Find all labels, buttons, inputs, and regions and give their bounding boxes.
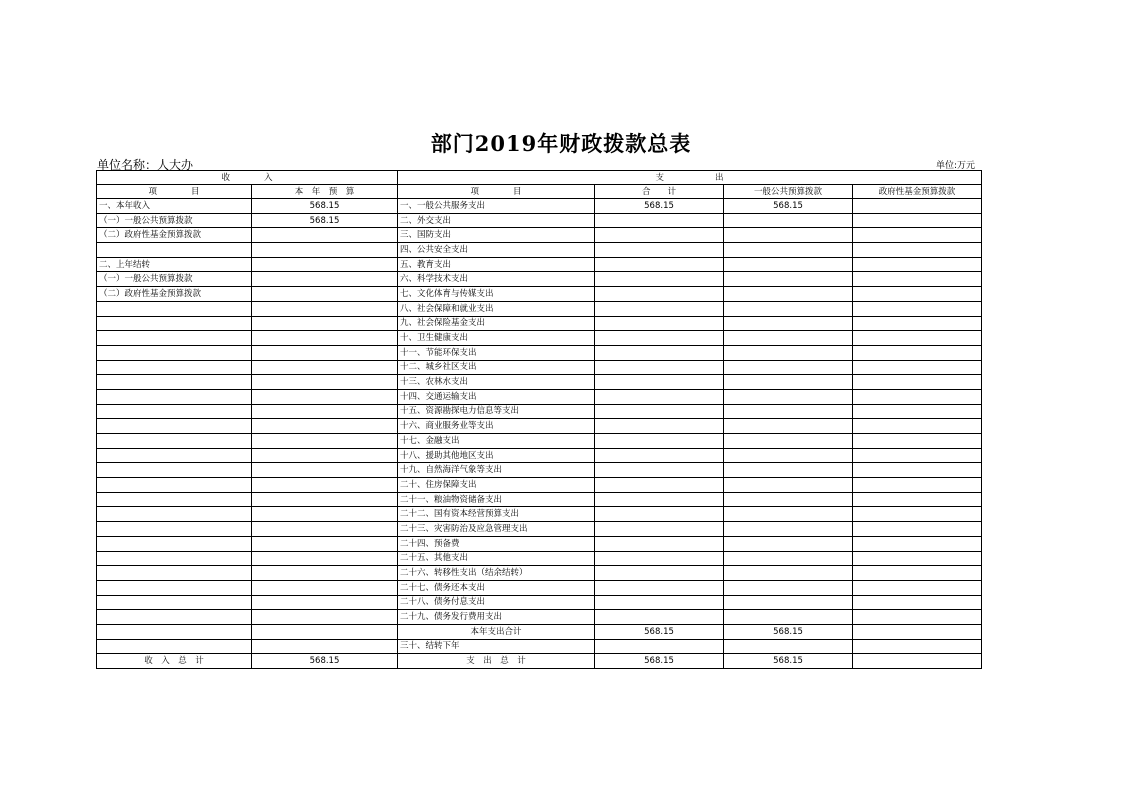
table-row	[97, 389, 982, 404]
table-row	[97, 345, 982, 360]
expenditure-general-cell	[724, 316, 853, 331]
expenditure-item-cell: 四、公共安全支出	[398, 243, 595, 258]
income-item-cell	[97, 595, 252, 610]
income-budget-cell	[252, 507, 398, 522]
income-budget-cell	[252, 375, 398, 390]
table-row	[97, 580, 982, 595]
table-row	[97, 448, 982, 463]
expenditure-general-cell	[724, 639, 853, 654]
table-row	[97, 639, 982, 654]
expenditure-item-cell: 本年支出合计	[398, 624, 595, 639]
expenditure-fund-cell	[853, 419, 982, 434]
expenditure-item-cell: 九、社会保险基金支出	[398, 316, 595, 331]
income-item-cell	[97, 301, 252, 316]
expenditure-fund-cell	[853, 331, 982, 346]
expenditure-general-cell	[724, 389, 853, 404]
income-item-cell	[97, 419, 252, 434]
income-budget-cell	[252, 360, 398, 375]
table-row	[97, 463, 982, 478]
expenditure-fund-cell	[853, 213, 982, 228]
expenditure-fund-cell	[853, 257, 982, 272]
expenditure-item-cell: 十四、交通运输支出	[398, 389, 595, 404]
expenditure-fund-cell	[853, 404, 982, 419]
income-budget-cell	[252, 331, 398, 346]
expenditure-fund-cell	[853, 243, 982, 258]
income-budget-cell	[252, 287, 398, 302]
expenditure-total-cell	[595, 419, 724, 434]
expenditure-general-cell	[724, 360, 853, 375]
expenditure-general-cell	[724, 595, 853, 610]
income-item-cell	[97, 639, 252, 654]
expenditure-general-cell	[724, 228, 853, 243]
expenditure-total-cell	[595, 345, 724, 360]
table-row	[97, 243, 982, 258]
expenditure-fund-cell	[853, 492, 982, 507]
income-item-cell	[97, 331, 252, 346]
expenditure-general-cell	[724, 345, 853, 360]
expenditure-fund-cell	[853, 199, 982, 214]
income-budget-cell	[252, 345, 398, 360]
expenditure-general-cell: 568.15	[724, 624, 853, 639]
income-budget-cell	[252, 257, 398, 272]
income-budget-cell	[252, 580, 398, 595]
income-budget-cell	[252, 639, 398, 654]
income-budget-cell: 568.15	[252, 199, 398, 214]
expenditure-general-cell	[724, 404, 853, 419]
expenditure-general-cell	[724, 375, 853, 390]
income-total-value: 568.15	[252, 654, 398, 669]
unit-label: 单位:万元	[936, 161, 976, 171]
table-row	[97, 316, 982, 331]
table-row	[97, 228, 982, 243]
expenditure-item-cell: 十六、商业服务业等支出	[398, 419, 595, 434]
expenditure-fund-cell	[853, 610, 982, 625]
expenditure-total-cell	[595, 404, 724, 419]
expenditure-fund-cell	[853, 434, 982, 449]
expenditure-total-cell	[595, 639, 724, 654]
expenditure-item-cell: 二十二、国有资本经营预算支出	[398, 507, 595, 522]
income-item-header: 项 目	[97, 185, 252, 199]
expenditure-fund-cell	[853, 463, 982, 478]
income-budget-cell	[252, 566, 398, 581]
table-row	[97, 331, 982, 346]
expenditure-item-cell: 十七、金融支出	[398, 434, 595, 449]
income-item-cell	[97, 463, 252, 478]
income-item-cell	[97, 404, 252, 419]
exp-general-header: 一般公共预算拨款	[724, 185, 853, 199]
table-row	[97, 199, 982, 214]
expenditure-item-cell: 二十六、转移性支出（结余结转）	[398, 566, 595, 581]
table-row	[97, 536, 982, 551]
expenditure-general-cell: 568.15	[724, 199, 853, 214]
income-item-cell	[97, 610, 252, 625]
expenditure-item-cell: 十二、城乡社区支出	[398, 360, 595, 375]
income-item-cell: （一）一般公共预算拨款	[97, 213, 252, 228]
expenditure-total-cell	[595, 463, 724, 478]
expenditure-fund-cell	[853, 566, 982, 581]
expenditure-general-cell	[724, 551, 853, 566]
expenditure-fund-cell	[853, 478, 982, 493]
income-budget-cell	[252, 536, 398, 551]
table-row	[97, 478, 982, 493]
expenditure-total-cell	[595, 272, 724, 287]
expenditure-total-cell	[595, 566, 724, 581]
income-total-label: 收 入 总 计	[97, 654, 252, 669]
expenditure-total-cell	[595, 610, 724, 625]
expenditure-fund-cell	[853, 316, 982, 331]
expenditure-item-cell: 二十五、其他支出	[398, 551, 595, 566]
income-item-cell	[97, 345, 252, 360]
expenditure-item-cell: 二十四、预备费	[398, 536, 595, 551]
income-item-cell	[97, 492, 252, 507]
table-row	[97, 301, 982, 316]
page-title: 部门2019年财政拨款总表	[430, 131, 692, 156]
income-budget-cell: 568.15	[252, 213, 398, 228]
table-row	[97, 610, 982, 625]
expenditure-item-cell: 二十一、粮油物资储备支出	[398, 492, 595, 507]
expenditure-total-cell	[595, 536, 724, 551]
expenditure-fund-cell	[853, 580, 982, 595]
unit-name: 单位名称：人大办	[97, 158, 194, 172]
expenditure-item-cell: 十一、节能环保支出	[398, 345, 595, 360]
expenditure-fund-cell	[853, 536, 982, 551]
income-item-cell	[97, 507, 252, 522]
expenditure-total-cell	[595, 287, 724, 302]
expenditure-total-cell	[595, 434, 724, 449]
expenditure-general-cell	[724, 536, 853, 551]
expenditure-total-label: 支 出 总 计	[398, 654, 595, 669]
expenditure-general-cell	[724, 301, 853, 316]
expenditure-total-cell	[595, 316, 724, 331]
expenditure-item-cell: 二十八、债务付息支出	[398, 595, 595, 610]
expenditure-total-cell	[595, 522, 724, 537]
table-row	[97, 287, 982, 302]
income-budget-cell	[252, 463, 398, 478]
table-row	[97, 551, 982, 566]
expenditure-general-cell	[724, 463, 853, 478]
expenditure-item-cell: 八、社会保障和就业支出	[398, 301, 595, 316]
expenditure-item-cell: 二十九、债务发行费用支出	[398, 610, 595, 625]
expenditure-item-cell: 十三、农林水支出	[398, 375, 595, 390]
income-budget-cell	[252, 478, 398, 493]
expenditure-fund-cell	[853, 360, 982, 375]
income-item-cell	[97, 522, 252, 537]
income-budget-cell	[252, 610, 398, 625]
expenditure-header: 支 出	[398, 171, 982, 185]
income-budget-cell	[252, 316, 398, 331]
table-row	[97, 360, 982, 375]
income-budget-cell	[252, 551, 398, 566]
income-item-cell	[97, 389, 252, 404]
income-item-cell: （二）政府性基金预算拨款	[97, 228, 252, 243]
expenditure-total-cell	[595, 360, 724, 375]
expenditure-total-cell	[595, 492, 724, 507]
expenditure-fund-cell	[853, 389, 982, 404]
income-budget-cell	[252, 448, 398, 463]
expenditure-total-cell	[595, 331, 724, 346]
table-row	[97, 566, 982, 581]
income-item-cell	[97, 360, 252, 375]
income-item-cell	[97, 434, 252, 449]
table-row	[97, 375, 982, 390]
income-budget-cell	[252, 492, 398, 507]
income-budget-cell	[252, 595, 398, 610]
column-header-row	[97, 185, 982, 199]
expenditure-fund-cell	[853, 507, 982, 522]
expenditure-item-cell: 三、国防支出	[398, 228, 595, 243]
expenditure-fund-cell	[853, 551, 982, 566]
income-item-cell	[97, 551, 252, 566]
expenditure-general-cell	[724, 272, 853, 287]
expenditure-general-cell	[724, 331, 853, 346]
table-row	[97, 595, 982, 610]
expenditure-total-cell	[595, 448, 724, 463]
income-item-cell	[97, 448, 252, 463]
expenditure-general-cell	[724, 434, 853, 449]
expenditure-general-cell	[724, 522, 853, 537]
expenditure-item-cell: 三十、结转下年	[398, 639, 595, 654]
expenditure-total-cell	[595, 213, 724, 228]
income-budget-cell	[252, 522, 398, 537]
income-item-cell	[97, 243, 252, 258]
table-row	[97, 213, 982, 228]
income-item-cell	[97, 316, 252, 331]
expenditure-item-cell: 二十三、灾害防治及应急管理支出	[398, 522, 595, 537]
expenditure-item-cell: 二十七、债务还本支出	[398, 580, 595, 595]
income-budget-cell	[252, 228, 398, 243]
expenditure-general-cell	[724, 243, 853, 258]
expenditure-general-value: 568.15	[724, 654, 853, 669]
table-row	[97, 272, 982, 287]
expenditure-general-cell	[724, 257, 853, 272]
expenditure-fund-cell	[853, 639, 982, 654]
expenditure-item-cell: 十八、援助其他地区支出	[398, 448, 595, 463]
income-item-cell	[97, 566, 252, 581]
table-row	[97, 419, 982, 434]
expenditure-fund-cell	[853, 448, 982, 463]
expenditure-general-cell	[724, 478, 853, 493]
income-budget-cell	[252, 404, 398, 419]
expenditure-total-cell	[595, 375, 724, 390]
expenditure-total-cell	[595, 507, 724, 522]
income-budget-cell	[252, 419, 398, 434]
expenditure-fund-cell	[853, 301, 982, 316]
expenditure-item-cell: 六、科学技术支出	[398, 272, 595, 287]
expenditure-item-cell: 五、教育支出	[398, 257, 595, 272]
income-item-cell	[97, 375, 252, 390]
expenditure-general-cell	[724, 492, 853, 507]
expenditure-item-cell: 二、外交支出	[398, 213, 595, 228]
expenditure-total-cell	[595, 301, 724, 316]
expenditure-total-cell	[595, 595, 724, 610]
income-item-cell: 二、上年结转	[97, 257, 252, 272]
expenditure-item-cell: 七、文化体育与传媒支出	[398, 287, 595, 302]
expenditure-total-cell	[595, 478, 724, 493]
income-item-cell: （一）一般公共预算拨款	[97, 272, 252, 287]
income-budget-cell	[252, 434, 398, 449]
expenditure-total-cell: 568.15	[595, 624, 724, 639]
grand-total-row	[97, 654, 982, 669]
expenditure-general-cell	[724, 287, 853, 302]
expenditure-item-cell: 二十、住房保障支出	[398, 478, 595, 493]
expenditure-fund-cell	[853, 345, 982, 360]
expenditure-fund-cell	[853, 522, 982, 537]
income-item-cell	[97, 536, 252, 551]
exp-total-header: 合 计	[595, 185, 724, 199]
expenditure-fund-value	[853, 654, 982, 669]
expenditure-item-cell: 十、卫生健康支出	[398, 331, 595, 346]
exp-fund-header: 政府性基金预算拨款	[853, 185, 982, 199]
expenditure-total-cell	[595, 389, 724, 404]
income-budget-header: 本 年 预 算	[252, 185, 398, 199]
expenditure-fund-cell	[853, 228, 982, 243]
income-item-cell	[97, 478, 252, 493]
expenditure-total-cell: 568.15	[595, 199, 724, 214]
expenditure-fund-cell	[853, 375, 982, 390]
appropriation-table	[96, 170, 982, 669]
expenditure-fund-cell	[853, 595, 982, 610]
expenditure-item-cell: 一、一般公共服务支出	[398, 199, 595, 214]
expenditure-general-cell	[724, 507, 853, 522]
income-item-cell	[97, 580, 252, 595]
expenditure-total-value: 568.15	[595, 654, 724, 669]
income-budget-cell	[252, 301, 398, 316]
exp-item-header: 项 目	[398, 185, 595, 199]
income-budget-cell	[252, 624, 398, 639]
expenditure-fund-cell	[853, 272, 982, 287]
expenditure-general-cell	[724, 419, 853, 434]
table-row	[97, 522, 982, 537]
expenditure-general-cell	[724, 580, 853, 595]
table-row	[97, 404, 982, 419]
income-item-cell: 一、本年收入	[97, 199, 252, 214]
expenditure-general-cell	[724, 566, 853, 581]
table-row	[97, 257, 982, 272]
expenditure-total-cell	[595, 551, 724, 566]
income-budget-cell	[252, 243, 398, 258]
income-item-cell: （二）政府性基金预算拨款	[97, 287, 252, 302]
expenditure-item-cell: 十五、资源勘探电力信息等支出	[398, 404, 595, 419]
table-row	[97, 434, 982, 449]
expenditure-item-cell: 十九、自然海洋气象等支出	[398, 463, 595, 478]
table-row	[97, 624, 982, 639]
expenditure-fund-cell	[853, 624, 982, 639]
expenditure-general-cell	[724, 213, 853, 228]
table-body	[97, 199, 982, 654]
table-row	[97, 492, 982, 507]
section-header-row	[97, 171, 982, 185]
expenditure-total-cell	[595, 228, 724, 243]
expenditure-fund-cell	[853, 287, 982, 302]
income-budget-cell	[252, 389, 398, 404]
expenditure-total-cell	[595, 257, 724, 272]
expenditure-general-cell	[724, 610, 853, 625]
income-budget-cell	[252, 272, 398, 287]
expenditure-total-cell	[595, 580, 724, 595]
income-header: 收 入	[97, 171, 398, 185]
expenditure-total-cell	[595, 243, 724, 258]
table-row	[97, 507, 982, 522]
expenditure-general-cell	[724, 448, 853, 463]
income-item-cell	[97, 624, 252, 639]
